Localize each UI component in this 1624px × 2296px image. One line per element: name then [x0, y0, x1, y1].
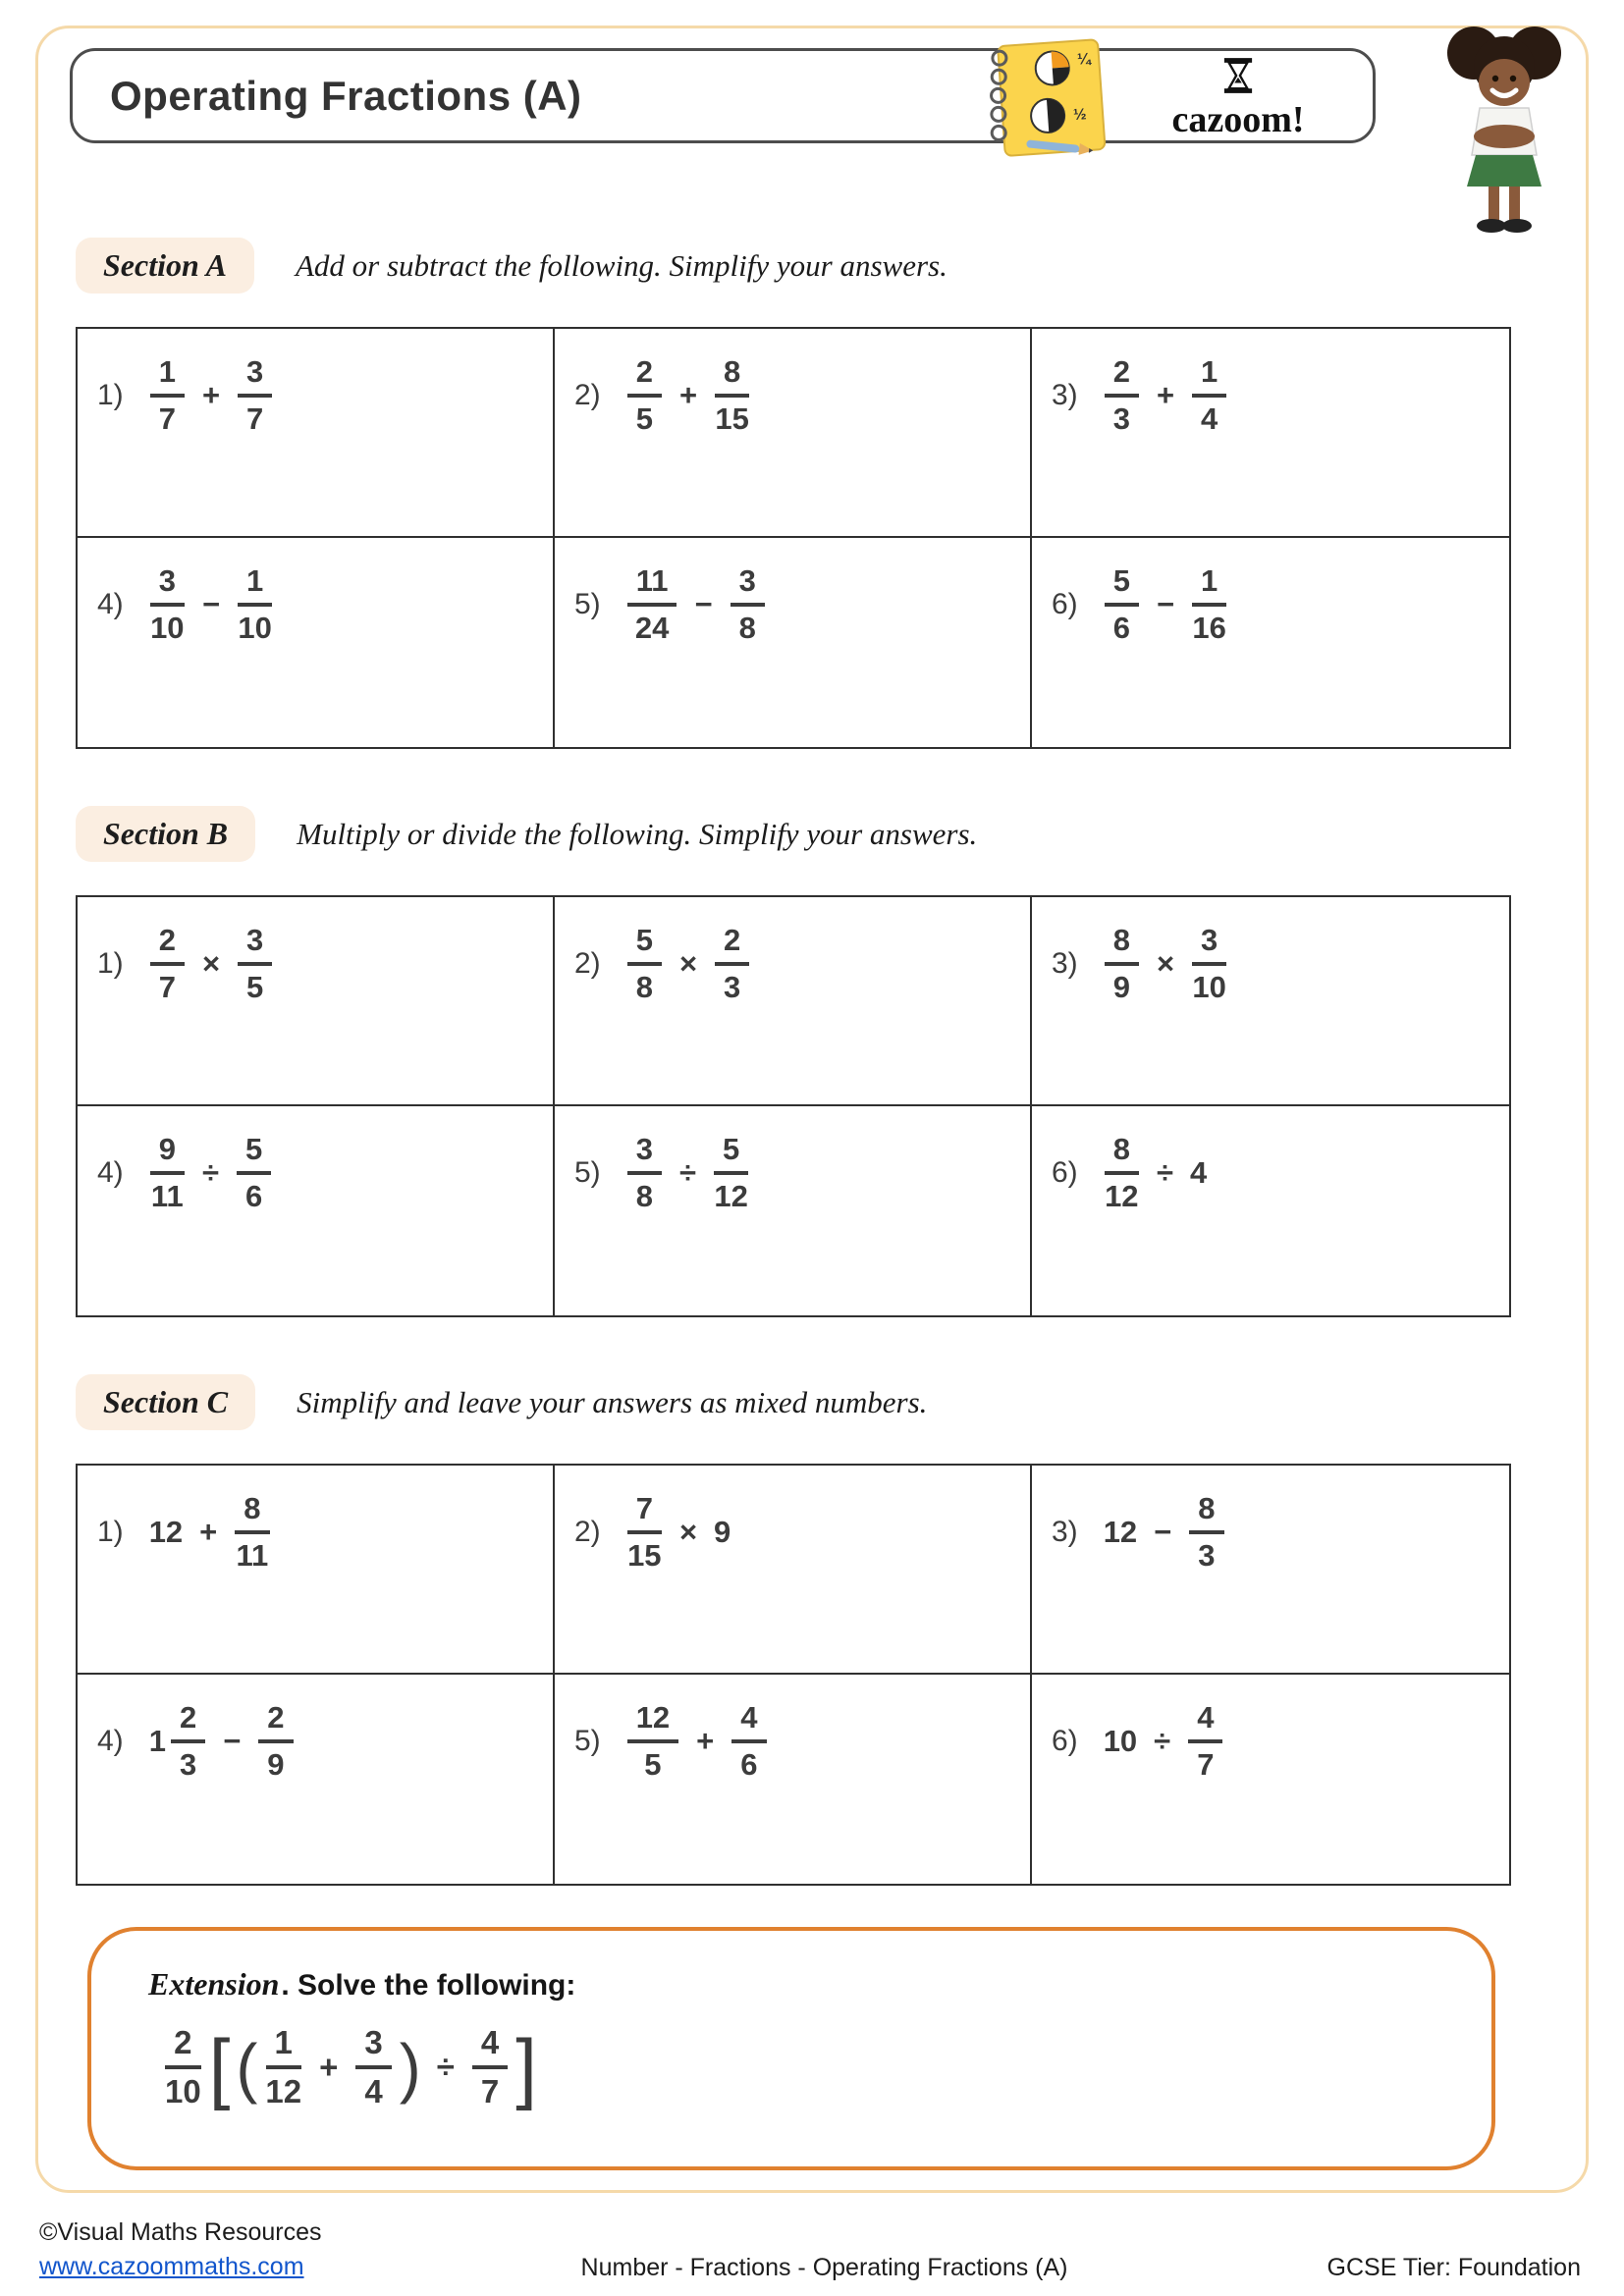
notepad-fraction-label: ½ [1072, 106, 1088, 125]
operator: × [678, 1514, 698, 1549]
problem-number: 5) [574, 1724, 601, 1757]
section-c-problems-table [76, 1464, 1511, 1886]
operator: + [696, 1723, 715, 1758]
problem-expression [1100, 563, 1232, 645]
problem-expression [145, 1491, 275, 1573]
problem-number: 3) [1052, 378, 1078, 411]
problem-number: 6) [1052, 587, 1078, 620]
problem-cell [78, 1466, 555, 1675]
bracket: ] [515, 2023, 537, 2111]
problem-expression [1100, 1700, 1228, 1782]
footer-website-link[interactable]: www.cazoommaths.com [39, 2253, 304, 2280]
section-instructions: Simplify and leave your answers as mixed numbers. [297, 1384, 928, 1419]
extension-box [87, 1927, 1495, 2170]
operator: × [201, 945, 221, 981]
problem-expression [1100, 1132, 1212, 1213]
fraction: $\frac{1}{10}$ [238, 563, 272, 645]
operator: + [199, 1514, 218, 1549]
problem-number: 6) [1052, 1155, 1078, 1189]
problem-expression [623, 563, 770, 645]
problem-expression [623, 354, 755, 436]
page-border [35, 26, 1589, 2193]
section-c-header [76, 1374, 1556, 1430]
fraction: $\frac{2}{5}$ [627, 354, 662, 436]
fraction: $\frac{5}{12}$ [714, 1132, 748, 1213]
operator: − [1156, 586, 1175, 621]
section-instructions: Multiply or divide the following. Simplify your answers. [297, 816, 978, 851]
fraction: $\frac{4}{7}$ [472, 2024, 508, 2110]
operator: + [319, 2048, 339, 2085]
problem-number: 4) [97, 587, 124, 620]
section-instructions: Add or subtract the following. Simplify your answers. [295, 247, 947, 283]
footer-copyright: ©Visual Maths Resources [39, 2218, 322, 2246]
fraction: $\frac{5}{6}$ [1105, 563, 1139, 645]
number: 4 [1189, 1154, 1208, 1190]
fraction: $\frac{4}{6}$ [731, 1700, 766, 1782]
cazoom-logo-text: cazoom! [1171, 99, 1305, 140]
problem-expression [145, 923, 278, 1004]
problem-number: 1) [97, 378, 124, 411]
footer [39, 2216, 1581, 2284]
problem-cell [555, 538, 1032, 747]
fraction: $\frac{3}{10}$ [1192, 923, 1226, 1004]
fraction: $\frac{11}{24}$ [627, 563, 677, 645]
number: 12 [1103, 1514, 1138, 1549]
fraction: $\frac{1}{12}$ [265, 2024, 302, 2109]
number: 12 [148, 1514, 184, 1549]
problem-cell [1032, 538, 1509, 747]
section-label: Section C [76, 1374, 255, 1430]
fraction: $\frac{1}{7}$ [150, 354, 185, 436]
problem-cell [1032, 1106, 1509, 1315]
problem-cell [555, 329, 1032, 538]
operator: − [223, 1723, 242, 1758]
hourglass-icon [1222, 57, 1254, 94]
fraction: $\frac{2}{3}$ [1105, 354, 1139, 436]
fraction: $\frac{2}{3}$ [171, 1700, 205, 1782]
operator: × [1156, 945, 1175, 981]
problem-expression [623, 1700, 772, 1782]
fraction: $\frac{3}{4}$ [355, 2024, 391, 2110]
section-c [68, 1374, 1556, 1886]
problem-number: 5) [574, 1155, 601, 1189]
extension-label: Extension [148, 1966, 280, 2002]
problem-cell [555, 1675, 1032, 1884]
cazoom-logo [1145, 57, 1331, 138]
problem-number: 4) [97, 1724, 124, 1757]
problem-cell [78, 329, 555, 538]
problem-expression [145, 563, 278, 645]
student-character-illustration [1430, 24, 1579, 236]
fraction: $\frac{7}{15}$ [627, 1491, 662, 1573]
problem-expression [1100, 354, 1232, 436]
operator: − [201, 586, 221, 621]
problem-number: 1) [97, 946, 124, 980]
problem-number: 3) [1052, 946, 1078, 980]
fraction: $\frac{2}{9}$ [258, 1700, 293, 1782]
fraction: $\frac{8}{11}$ [236, 1491, 269, 1573]
bracket: [ [208, 2023, 231, 2111]
problem-number: 2) [574, 378, 601, 411]
section-label: Section B [76, 806, 255, 862]
fraction: $\frac{2}{10}$ [165, 2024, 201, 2109]
operator: × [678, 945, 698, 981]
operator: + [678, 377, 698, 412]
bracket: ) [399, 2029, 421, 2105]
bracket: ( [236, 2029, 258, 2105]
problem-expression [623, 923, 755, 1004]
problem-expression [145, 1132, 277, 1213]
operator: ÷ [1156, 1154, 1173, 1190]
problem-number: 1) [97, 1515, 124, 1548]
mixed-number: 1 $\frac{2}{3}$ [145, 1700, 211, 1782]
operator: ÷ [678, 1154, 696, 1190]
fraction: $\frac{8}{12}$ [1105, 1132, 1139, 1213]
notepad-icon [972, 35, 1119, 165]
operator: − [1154, 1514, 1172, 1549]
section-label: Section A [76, 238, 254, 294]
fraction: $\frac{3}{8}$ [731, 563, 765, 645]
problem-number: 3) [1052, 1515, 1078, 1548]
extension-header [148, 1966, 1491, 2002]
problem-cell [1032, 329, 1509, 538]
fraction: $\frac{3}{7}$ [238, 354, 272, 436]
fraction: $\frac{2}{7}$ [150, 923, 185, 1004]
fraction: $\frac{3}{5}$ [238, 923, 272, 1004]
problem-cell [78, 1675, 555, 1884]
fraction: $\frac{4}{7}$ [1188, 1700, 1222, 1782]
fraction: $\frac{5}{6}$ [237, 1132, 271, 1213]
section-a-problems-table [76, 327, 1511, 749]
problem-number: 6) [1052, 1724, 1078, 1757]
fraction: $\frac{1}{4}$ [1192, 354, 1226, 436]
section-b-header [76, 806, 1556, 862]
problem-cell [555, 1466, 1032, 1675]
number: 9 [714, 1514, 731, 1549]
problem-expression [623, 1491, 735, 1573]
problem-number: 5) [574, 587, 601, 620]
problem-number: 2) [574, 1515, 601, 1548]
notepad-fraction-label: ¼ [1076, 50, 1092, 69]
footer-credits [39, 2216, 322, 2284]
footer-tier: GCSE Tier: Foundation [1326, 2254, 1581, 2281]
operator: + [1156, 377, 1175, 412]
number: 10 [1103, 1723, 1138, 1758]
problem-cell [1032, 1466, 1509, 1675]
operator: ÷ [201, 1154, 219, 1190]
extension-instructions: . Solve the following: [281, 1969, 576, 2002]
fraction: $\frac{3}{10}$ [150, 563, 185, 645]
header [70, 48, 1376, 143]
problem-cell [555, 1106, 1032, 1315]
problem-expression [1100, 923, 1232, 1004]
problem-cell [78, 538, 555, 747]
problem-cell [1032, 897, 1509, 1106]
problem-cell [555, 897, 1032, 1106]
fraction: $\frac{2}{3}$ [715, 923, 749, 1004]
problem-expression [145, 354, 278, 436]
problem-cell [1032, 1675, 1509, 1884]
fraction: $\frac{8}{3}$ [1189, 1491, 1223, 1573]
fraction: $\frac{3}{8}$ [627, 1132, 662, 1213]
operator: ÷ [436, 2048, 455, 2085]
problem-number: 4) [97, 1155, 124, 1189]
section-a-header [76, 238, 1556, 294]
section-b-problems-table [76, 895, 1511, 1317]
problem-number: 2) [574, 946, 601, 980]
operator: ÷ [1154, 1723, 1171, 1758]
problem-cell [78, 897, 555, 1106]
operator: − [694, 586, 713, 621]
problem-expression [145, 1700, 298, 1782]
fraction: $\frac{8}{9}$ [1105, 923, 1139, 1004]
problem-cell [78, 1106, 555, 1315]
section-b [68, 806, 1556, 1317]
problem-expression [623, 1132, 754, 1213]
fraction: $\frac{12}{5}$ [627, 1700, 678, 1782]
extension-expression [160, 2024, 540, 2110]
operator: + [201, 377, 221, 412]
page-title: Operating Fractions (A) [110, 72, 582, 119]
fraction: $\frac{1}{16}$ [1192, 563, 1226, 645]
fraction: $\frac{8}{15}$ [715, 354, 749, 436]
fraction: $\frac{5}{8}$ [627, 923, 662, 1004]
fraction: $\frac{9}{11}$ [150, 1132, 184, 1213]
footer-topic: Number - Fractions - Operating Fractions (A) [580, 2254, 1068, 2281]
problem-expression [1100, 1491, 1229, 1573]
section-a [68, 238, 1556, 749]
